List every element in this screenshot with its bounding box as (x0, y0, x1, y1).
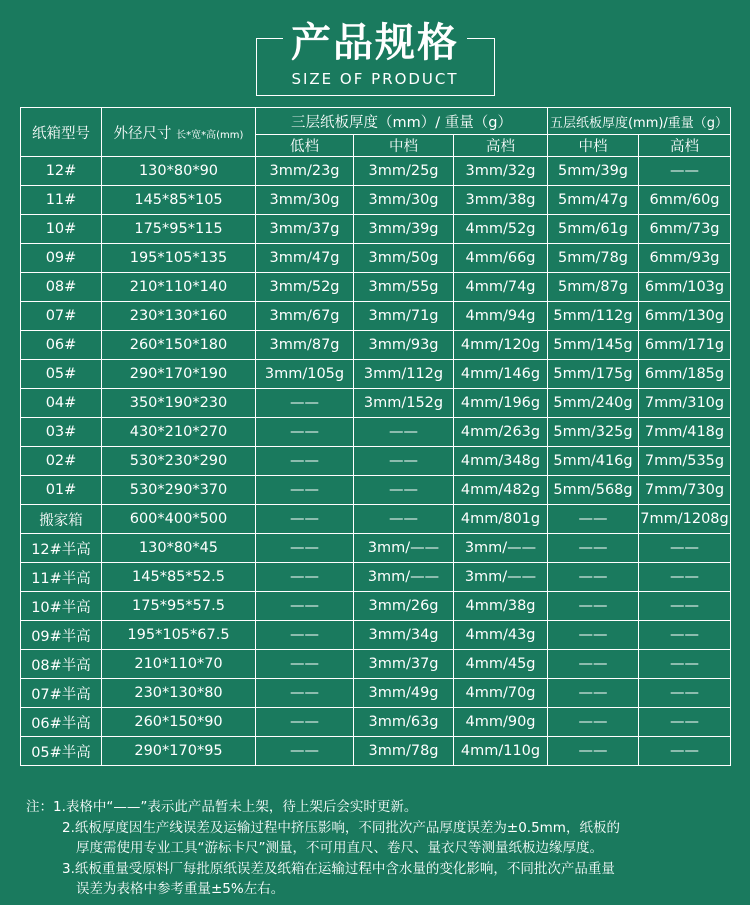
cell-three-low: —— (256, 476, 354, 505)
cell-five-high: —— (639, 650, 731, 679)
header-three-high: 高档 (454, 135, 548, 157)
cell-five-high: 6mm/171g (639, 331, 731, 360)
cell-three-high: 4mm/66g (454, 244, 548, 273)
cell-five-mid: —— (548, 621, 639, 650)
note-3b: 误差为表格中参考重量±5%左右。 (76, 881, 285, 897)
table-row (21, 215, 731, 244)
cell-three-mid: 3mm/112g (354, 360, 454, 389)
page-title: 产品规格 (0, 18, 750, 68)
cell-three-low: 3mm/67g (256, 302, 354, 331)
cell-size: 230*130*160 (102, 302, 256, 331)
header-size-label: 外径尺寸 (113, 125, 172, 142)
cell-five-high: 7mm/730g (639, 476, 731, 505)
cell-three-mid: 3mm/26g (354, 592, 454, 621)
cell-five-high: 7mm/535g (639, 447, 731, 476)
cell-three-high: 4mm/801g (454, 505, 548, 534)
cell-three-low: —— (256, 534, 354, 563)
cell-three-high: 4mm/196g (454, 389, 548, 418)
cell-three-low: 3mm/23g (256, 157, 354, 186)
cell-three-mid: 3mm/34g (354, 621, 454, 650)
cell-three-low: —— (256, 737, 354, 766)
cell-five-high: —— (639, 157, 731, 186)
cell-three-high: 4mm/38g (454, 592, 548, 621)
table-row (21, 505, 731, 534)
header-model: 纸箱型号 (21, 108, 102, 157)
cell-five-mid: —— (548, 737, 639, 766)
cell-three-high: 4mm/45g (454, 650, 548, 679)
cell-three-mid: —— (354, 476, 454, 505)
cell-five-mid: 5mm/112g (548, 302, 639, 331)
cell-five-mid: 5mm/325g (548, 418, 639, 447)
cell-five-mid: —— (548, 534, 639, 563)
cell-model: 07#半高 (21, 679, 102, 708)
cell-three-high: 4mm/146g (454, 360, 548, 389)
cell-model: 08# (21, 273, 102, 302)
cell-five-mid: 5mm/568g (548, 476, 639, 505)
cell-size: 210*110*140 (102, 273, 256, 302)
header-size (102, 108, 256, 157)
cell-five-high: 7mm/418g (639, 418, 731, 447)
cell-five-high: —— (639, 737, 731, 766)
cell-size: 350*190*230 (102, 389, 256, 418)
note-3a: 3.纸板重量受原料厂每批原纸误差及纸箱在运输过程中含水量的变化影响，不同批次产品重量 (62, 860, 615, 877)
cell-three-high: 4mm/120g (454, 331, 548, 360)
cell-five-high: —— (639, 708, 731, 737)
cell-three-high: 3mm/—— (454, 563, 548, 592)
cell-three-low: 3mm/52g (256, 273, 354, 302)
table-row (21, 563, 731, 592)
cell-three-low: —— (256, 592, 354, 621)
cell-three-mid: 3mm/39g (354, 215, 454, 244)
cell-three-high: 4mm/70g (454, 679, 548, 708)
cell-three-mid: 3mm/—— (354, 534, 454, 563)
cell-three-mid: 3mm/78g (354, 737, 454, 766)
table-row (21, 447, 731, 476)
table-row (21, 157, 731, 186)
note-2b: 厚度需使用专业工具“游标卡尺”测量，不可用直尺、卷尺、量衣尺等测量纸板边缘厚度。 (76, 840, 603, 856)
cell-five-mid: 5mm/240g (548, 389, 639, 418)
cell-size: 290*170*190 (102, 360, 256, 389)
cell-model: 12#半高 (21, 534, 102, 563)
cell-size: 175*95*115 (102, 215, 256, 244)
cell-size: 230*130*80 (102, 679, 256, 708)
cell-model: 07# (21, 302, 102, 331)
cell-five-high: 6mm/93g (639, 244, 731, 273)
cell-three-mid: —— (354, 418, 454, 447)
cell-five-mid: —— (548, 563, 639, 592)
cell-three-low: —— (256, 708, 354, 737)
spec-table (20, 107, 731, 766)
header-five-layer: 五层纸板厚度(mm)/重量（g） (548, 108, 731, 135)
cell-five-mid: 5mm/416g (548, 447, 639, 476)
cell-three-high: 4mm/110g (454, 737, 548, 766)
cell-three-low: —— (256, 447, 354, 476)
cell-size: 600*400*500 (102, 505, 256, 534)
cell-model: 09# (21, 244, 102, 273)
table-row (21, 360, 731, 389)
cell-model: 搬家箱 (21, 505, 102, 534)
table-row (21, 244, 731, 273)
cell-three-mid: 3mm/37g (354, 650, 454, 679)
cell-three-high: 4mm/263g (454, 418, 548, 447)
notes (26, 797, 736, 900)
cell-three-low: —— (256, 650, 354, 679)
cell-three-low: 3mm/30g (256, 186, 354, 215)
cell-model: 09#半高 (21, 621, 102, 650)
cell-five-high: 6mm/60g (639, 186, 731, 215)
cell-size: 290*170*95 (102, 737, 256, 766)
table-row (21, 302, 731, 331)
cell-three-mid: 3mm/—— (354, 563, 454, 592)
cell-three-low: —— (256, 621, 354, 650)
cell-five-mid: —— (548, 505, 639, 534)
cell-size: 530*230*290 (102, 447, 256, 476)
header-five-high: 高档 (639, 135, 731, 157)
table-row (21, 592, 731, 621)
cell-five-high: 7mm/1208g (639, 505, 731, 534)
cell-five-mid: 5mm/61g (548, 215, 639, 244)
cell-five-high: 7mm/310g (639, 389, 731, 418)
cell-five-mid: 5mm/175g (548, 360, 639, 389)
cell-model: 01# (21, 476, 102, 505)
cell-size: 130*80*45 (102, 534, 256, 563)
cell-three-low: —— (256, 505, 354, 534)
cell-three-high: 4mm/482g (454, 476, 548, 505)
cell-five-high: —— (639, 563, 731, 592)
cell-size: 430*210*270 (102, 418, 256, 447)
cell-five-mid: 5mm/39g (548, 157, 639, 186)
cell-three-mid: 3mm/55g (354, 273, 454, 302)
table-row (21, 273, 731, 302)
cell-three-low: —— (256, 679, 354, 708)
cell-size: 175*95*57.5 (102, 592, 256, 621)
table-row (21, 650, 731, 679)
table-row (21, 418, 731, 447)
table-row (21, 534, 731, 563)
cell-size: 145*85*105 (102, 186, 256, 215)
cell-model: 06# (21, 331, 102, 360)
cell-size: 260*150*180 (102, 331, 256, 360)
cell-model: 11# (21, 186, 102, 215)
cell-five-mid: 5mm/87g (548, 273, 639, 302)
cell-five-high: —— (639, 679, 731, 708)
page-subtitle: SIZE OF PRODUCT (291, 70, 459, 88)
cell-three-high: 4mm/43g (454, 621, 548, 650)
cell-three-high: 4mm/94g (454, 302, 548, 331)
cell-three-mid: 3mm/50g (354, 244, 454, 273)
table-row (21, 737, 731, 766)
cell-five-high: 6mm/185g (639, 360, 731, 389)
cell-model: 05#半高 (21, 737, 102, 766)
cell-size: 130*80*90 (102, 157, 256, 186)
table-row (21, 621, 731, 650)
cell-model: 12# (21, 157, 102, 186)
table-row (21, 708, 731, 737)
cell-model: 04# (21, 389, 102, 418)
cell-three-mid: —— (354, 447, 454, 476)
cell-size: 195*105*135 (102, 244, 256, 273)
cell-three-high: 4mm/74g (454, 273, 548, 302)
cell-five-mid: 5mm/78g (548, 244, 639, 273)
cell-size: 210*110*70 (102, 650, 256, 679)
cell-model: 06#半高 (21, 708, 102, 737)
cell-model: 02# (21, 447, 102, 476)
note-1: 注：1.表格中“——”表示此产品暂未上架，待上架后会实时更新。 (26, 799, 418, 815)
cell-model: 11#半高 (21, 563, 102, 592)
cell-three-mid: 3mm/30g (354, 186, 454, 215)
cell-three-high: 3mm/32g (454, 157, 548, 186)
cell-five-high: 6mm/73g (639, 215, 731, 244)
cell-five-mid: 5mm/47g (548, 186, 639, 215)
cell-three-high: 4mm/52g (454, 215, 548, 244)
cell-five-mid: —— (548, 650, 639, 679)
cell-three-high: 3mm/—— (454, 534, 548, 563)
cell-five-high: 6mm/103g (639, 273, 731, 302)
cell-three-low: 3mm/47g (256, 244, 354, 273)
table-row (21, 476, 731, 505)
table-row (21, 389, 731, 418)
cell-three-mid: 3mm/93g (354, 331, 454, 360)
header-three-layer: 三层纸板厚度（mm）/ 重量（g） (256, 108, 548, 135)
cell-five-mid: 5mm/145g (548, 331, 639, 360)
table-row (21, 186, 731, 215)
table-row (21, 679, 731, 708)
cell-model: 08#半高 (21, 650, 102, 679)
cell-five-high: —— (639, 534, 731, 563)
cell-three-mid: 3mm/71g (354, 302, 454, 331)
cell-model: 10# (21, 215, 102, 244)
cell-model: 10#半高 (21, 592, 102, 621)
cell-three-low: 3mm/37g (256, 215, 354, 244)
cell-size: 145*85*52.5 (102, 563, 256, 592)
cell-three-mid: 3mm/25g (354, 157, 454, 186)
header-size-unit: 长*宽*高(mm) (176, 129, 244, 141)
header-five-mid: 中档 (548, 135, 639, 157)
table-row (21, 331, 731, 360)
cell-model: 05# (21, 360, 102, 389)
cell-three-low: 3mm/87g (256, 331, 354, 360)
cell-three-mid: 3mm/49g (354, 679, 454, 708)
cell-five-high: —— (639, 621, 731, 650)
cell-three-mid: 3mm/152g (354, 389, 454, 418)
cell-three-high: 4mm/348g (454, 447, 548, 476)
note-2a: 2.纸板厚度因生产线误差及运输过程中挤压影响，不同批次产品厚度误差为±0.5mm，纸板的 (62, 819, 620, 836)
header-three-low: 低档 (256, 135, 354, 157)
cell-three-low: —— (256, 563, 354, 592)
header-three-mid: 中档 (354, 135, 454, 157)
cell-five-mid: —— (548, 592, 639, 621)
cell-five-high: 6mm/130g (639, 302, 731, 331)
cell-three-mid: 3mm/63g (354, 708, 454, 737)
cell-three-low: —— (256, 389, 354, 418)
cell-three-high: 3mm/38g (454, 186, 548, 215)
cell-size: 260*150*90 (102, 708, 256, 737)
cell-five-mid: —— (548, 708, 639, 737)
cell-model: 03# (21, 418, 102, 447)
cell-three-low: 3mm/105g (256, 360, 354, 389)
cell-three-high: 4mm/90g (454, 708, 548, 737)
cell-size: 530*290*370 (102, 476, 256, 505)
cell-five-mid: —— (548, 679, 639, 708)
cell-five-high: —— (639, 592, 731, 621)
cell-size: 195*105*67.5 (102, 621, 256, 650)
cell-three-mid: —— (354, 505, 454, 534)
cell-three-low: —— (256, 418, 354, 447)
